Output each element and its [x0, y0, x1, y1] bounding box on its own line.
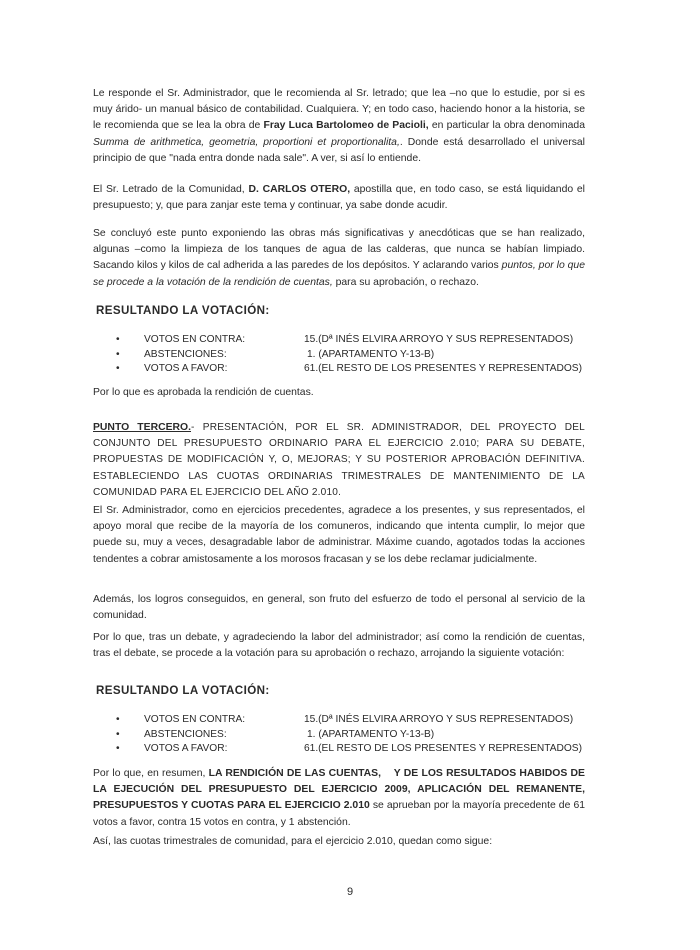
vote-result-1: Por lo que es aprobada la rendición de cuentas. [93, 387, 314, 398]
paragraph-text: se aprueban por la mayoría precedente de 61 votos a favor, contra 15 votos en contra, y 1 abstención. [93, 800, 586, 828]
paragraph-administrator-reply [93, 86, 585, 167]
page-number: 9 [346, 886, 354, 898]
paragraph-text: en particular la obra denominada [428, 120, 585, 132]
punto-tercero [93, 420, 585, 501]
vote-label: VOTOS A FAVOR: [144, 363, 228, 375]
vote-heading-1: RESULTANDO LA VOTACIÓN: [96, 304, 270, 317]
pacioli-name: Fray Luca Bartolomeo de Pacioli, [263, 120, 429, 132]
vote-value: 1. (APARTAMENTO Y-13-B) [307, 348, 435, 360]
bullet-icon: • [116, 714, 120, 725]
paragraph-achievements: Además, los logros conseguidos, en general, son fruto del esfuerzo de todo el personal al servicio de la comunidad. [93, 594, 585, 622]
bullet-icon: • [116, 334, 120, 345]
vote-item [116, 348, 596, 363]
paragraph-text: apostilla que, en todo caso, se está liquidando el presupuesto; y, que para zanjar este tema y continuar, ya sabe donde acudir. [93, 184, 585, 212]
punto-text: - PRESENTACIÓN, POR EL SR. ADMINISTRADOR, DEL PROYECTO DEL CONJUNTO DEL PRESUPUESTO ORDINARIO PARA EL EJERCICIO 2.010; PARA SU DEBATE, PROPUESTAS DE MODIFICACIÓN Y, O, MEJORAS; Y SU POSTERIOR APROBACIÓN DEFINITIVA. ESTABLECIENDO LAS CUOTAS ORDINARIAS TRIMESTRALES DE MANTENIMIENTO DE LA COMUNIDAD PARA EL EJERCICIO DEL AÑO 2.010. [93, 422, 585, 498]
paragraph-administrator-thanks: El Sr. Administrador, como en ejercicios precedentes, agradece a los presentes, y sus representados, el apoyo moral que recibe de la mayoría de los comuneros, indicando que intenta cumplir, lo mejor que puede su, muy a veces, desagradable labor de administrar. Máxime cuando, agotados todas la acciones tendentes a cobrar amistosamente a los morosos fracasan y se los debe reclamar judicialmente. [93, 505, 585, 565]
vote-item [116, 333, 596, 348]
vote-label: VOTOS EN CONTRA: [144, 714, 246, 725]
paragraph-works-summary [93, 226, 585, 291]
bullet-icon: • [116, 728, 120, 740]
vote-value: 61.(EL RESTO DE LOS PRESENTES Y REPRESENTADOS) [304, 743, 582, 755]
vote-item [116, 713, 596, 728]
paragraph-text: Se concluyó este punto exponiendo las obras más significativas y anecdóticas que se han realizado, algunas –como la limpieza de los tanques de agua de las calderas, que nunca se habían limpiado. Sacando kilos y kilos de cal adherida a las paredes de los depósitos. Y aclarando varios [93, 228, 585, 272]
vote-item [116, 362, 596, 377]
bold-resolution: LA RENDICIÓN DE LAS CUENTAS, Y DE LOS RESULTADOS HABIDOS DE LA EJECUCIÓN DEL PRESUPUESTO DEL EJERCICIO 2009, APLICACIÓN DEL REMANENTE, PRESUPUESTOS Y CUOTAS PARA EL EJERCICIO 2.010 [93, 768, 588, 812]
punto-label: PUNTO TERCERO. [93, 422, 191, 433]
vote-label: ABSTENCIONES: [144, 348, 227, 360]
vote-heading-2: RESULTANDO LA VOTACIÓN: [96, 684, 270, 697]
bullet-icon: • [116, 743, 120, 755]
vote-item [116, 742, 596, 757]
paragraph-text: para su aprobación, o rechazo. [332, 276, 479, 288]
paragraph-quotas: Así, las cuotas trimestrales de comunidad, para el ejercicio 2.010, quedan como sigue: [93, 836, 493, 847]
paragraph-text: . Donde está desarrollado el universal principio de que "nada entra donde nada sale". A ver, si así lo entiende. [93, 136, 585, 164]
vote-value: 15.(Dª INÉS ELVIRA ARROYO Y SUS REPRESENTADOS) [304, 714, 574, 725]
bullet-icon: • [116, 363, 120, 375]
paragraph-text: El Sr. Letrado de la Comunidad, [93, 184, 249, 195]
paragraph-letrado [93, 182, 585, 214]
vote-list-1 [116, 333, 596, 377]
paragraph-summary-approval [93, 766, 588, 831]
vote-value: 1. (APARTAMENTO Y-13-B) [307, 728, 435, 740]
paragraph-text: Le responde el Sr. Administrador, que le recomienda al Sr. letrado; que lea –no que lo estudie, por si es muy árido- un manual básico de contabilidad. Cualquiera. Y; en todo caso, haciendo honor a la historia, se le recomienda que se lea la obra de [93, 88, 585, 132]
work-title: Summa de arithmetica, geometria, proportioni et proportionalita, [93, 136, 400, 148]
vote-item [116, 728, 596, 743]
vote-label: VOTOS A FAVOR: [144, 743, 228, 755]
vote-label: VOTOS EN CONTRA: [144, 334, 246, 345]
paragraph-vote-intro: Por lo que, tras un debate, y agradeciendo la labor del administrador; así como la rendición de cuentas, tras el debate, se procede a la votación para su aprobación o rechazo, arrojando la siguiente votación: [93, 632, 585, 660]
letrado-name: D. CARLOS OTERO, [248, 184, 351, 195]
paragraph-text: Por lo que, en resumen, [93, 768, 209, 779]
bullet-icon: • [116, 348, 120, 360]
vote-label: ABSTENCIONES: [144, 728, 227, 740]
italic-text: puntos, por lo que se procede a la votación de la rendición de cuentas, [93, 260, 585, 288]
vote-value: 61.(EL RESTO DE LOS PRESENTES Y REPRESENTADOS) [304, 363, 582, 375]
vote-value: 15.(Dª INÉS ELVIRA ARROYO Y SUS REPRESENTADOS) [304, 334, 574, 345]
vote-list-2 [116, 713, 596, 757]
